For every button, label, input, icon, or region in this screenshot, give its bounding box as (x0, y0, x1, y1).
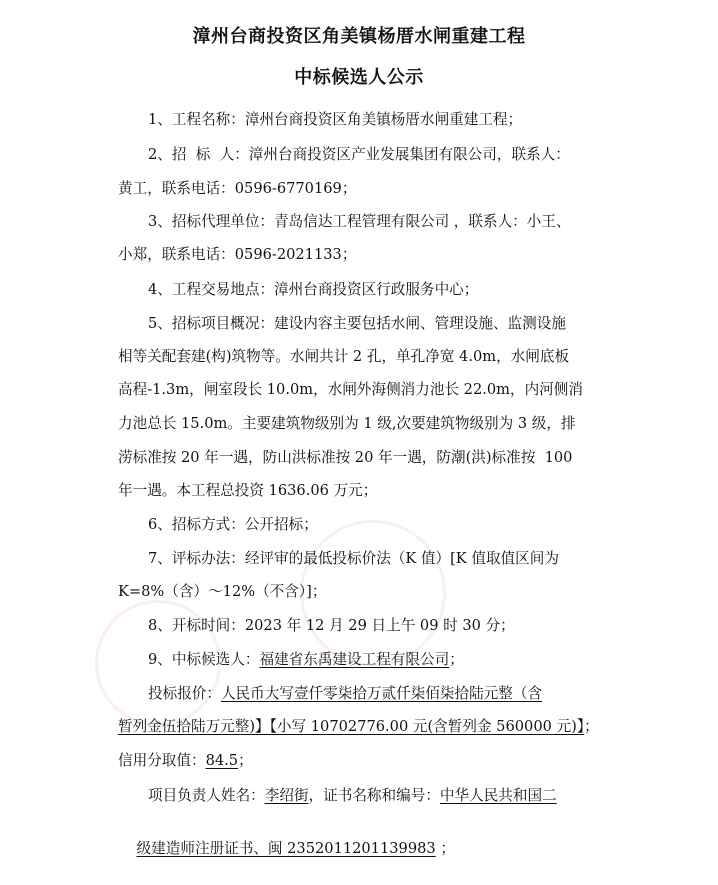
bid-price-end: ； (584, 718, 599, 735)
candidate-end: ； (449, 651, 464, 668)
item-bid-price-1 (148, 684, 542, 704)
bid-price-lower: 暂列金伍拾陆万元整)】【小写 10702776.00 元(含暂列金 560000 元)】 (118, 718, 585, 735)
certificate-label: ，证书名称和编号： (308, 787, 440, 804)
item-candidate (148, 650, 464, 670)
item-evaluation-2: K=8%（含）～12%（不含）]； (118, 583, 327, 600)
manager-label: 项目负责人姓名： (148, 787, 265, 804)
certificate-end: ； (435, 840, 455, 857)
credit-score-value: 84.5 (205, 752, 239, 769)
item-overview-5: 涝标准按 20 年一遇，防山洪标准按 20 年一遇，防潮(洪)标准按 100 (118, 449, 573, 466)
credit-score-end: ； (238, 752, 253, 769)
item-credit-score (118, 751, 253, 771)
item-location: 4、工程交易地点：漳州台商投资区行政服务中心； (148, 281, 479, 298)
credit-score-label: 信用分取值： (118, 752, 206, 769)
item-overview-2: 相等关配套建(构)筑物等。水闸共计 2 孔，单孔净宽 4.0m，水闸底板 (118, 348, 570, 365)
item-project-name: 1、工程名称：漳州台商投资区角美镇杨厝水闸重建工程； (148, 111, 523, 128)
item-agency: 3、招标代理单位：青岛信达工程管理有限公司 ，联系人：小王、 (148, 213, 571, 230)
manager-name: 李绍街 (264, 787, 309, 804)
item-overview-4: 力池总长 15.0m。主要建筑物级别为 1 级,次要建筑物级别为 3 级，排 (118, 415, 576, 432)
candidate-label: 9、中标候选人： (148, 651, 260, 668)
document-title-line2: 中标候选人公示 (294, 67, 424, 88)
document-title-line1: 漳州台商投资区角美镇杨厝水闸重建工程 (192, 26, 526, 47)
item-overview-3: 高程-1.3m，闸室段长 10.0m，水闸外海侧消力池长 22.0m，内河侧消 (118, 381, 583, 398)
item-agency-contact: 小郑，联系电话：0596-2021133； (118, 246, 357, 263)
certificate-name-1: 中华人民共和国二 (439, 787, 557, 804)
item-project-manager-1 (148, 786, 557, 806)
candidate-name: 福建省东禹建设工程有限公司 (259, 651, 450, 668)
item-bid-price-2 (118, 717, 599, 737)
item-project-manager-2 (118, 819, 455, 879)
item-overview-6: 年一遇。本工程总投资 1636.06 万元； (118, 482, 378, 499)
item-evaluation-1: 7、评标办法：经评审的最低投标价法（K 值）[K 值取值区间为 (148, 550, 559, 567)
bid-price-label: 投标报价： (148, 685, 221, 702)
item-overview-1: 5、招标项目概况：建设内容主要包括水闸、管理设施、监测设施 (148, 315, 566, 332)
item-tenderer-contact: 黄工，联系电话：0596-6770169； (118, 180, 357, 197)
certificate-name-2: 级建造师注册证书、闽 2352011201139983 (136, 840, 436, 857)
item-tenderer: 2、招 标 人：漳州台商投资区产业发展集团有限公司，联系人： (148, 146, 570, 163)
bid-price-upper: 人民币大写壹仟零柒拾万贰仟柒佰柒拾陆元整（含 (220, 685, 543, 702)
item-opening-time: 8、开标时间：2023 年 12 月 29 日上午 09 时 30 分； (148, 617, 515, 634)
item-bid-method: 6、招标方式：公开招标； (148, 516, 318, 533)
